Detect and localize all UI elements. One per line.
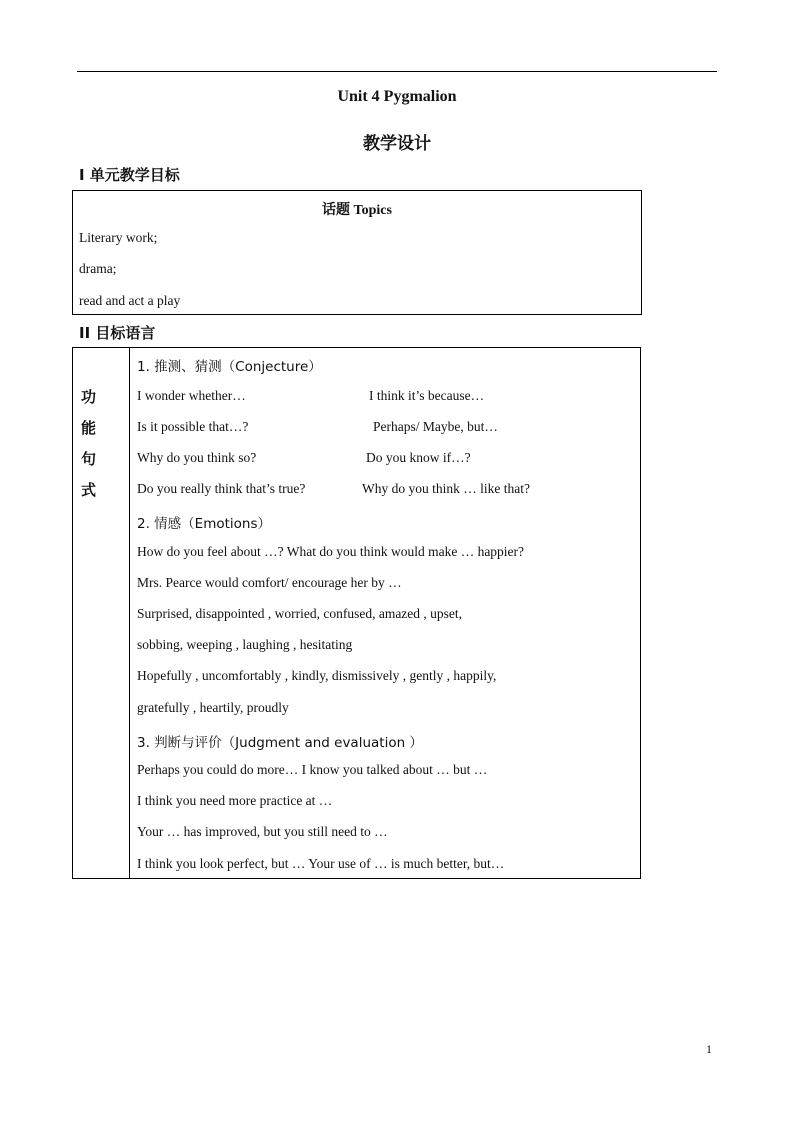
emotions-line: Surprised, disappointed , worried, confused, amazed , upset, — [137, 606, 463, 621]
page-number: 1 — [706, 1042, 712, 1056]
conjecture-phrase: Do you really think that’s true? — [137, 481, 306, 496]
side-label-char: 能 — [81, 419, 97, 437]
functions-table — [72, 347, 641, 879]
judgment-line: Your … has improved, but you still need to … — [137, 824, 388, 839]
side-label-char: 句 — [81, 450, 97, 468]
emotions-heading: 2. 情感（Emotions） — [137, 516, 272, 532]
section-heading-target-language: II 目标语言 — [79, 324, 156, 342]
topic-item: read and act a play — [79, 293, 181, 308]
judgment-line: I think you look perfect, but … Your use of … is much better, but… — [137, 856, 505, 871]
judgment-line: Perhaps you could do more… I know you talked about … but … — [137, 762, 488, 777]
emotions-line: Hopefully , uncomfortably , kindly, dismissively , gently , happily, — [137, 668, 497, 683]
header-rule — [77, 71, 717, 72]
topics-table — [72, 190, 642, 315]
topic-item: drama; — [79, 261, 117, 276]
emotions-line: sobbing, weeping , laughing , hesitating — [137, 637, 353, 652]
side-label-char: 功 — [81, 388, 97, 406]
topics-label-zh: 话题 — [322, 202, 351, 218]
column-divider — [129, 348, 130, 878]
emotions-line: How do you feel about …? What do you think would make … happier? — [137, 544, 525, 559]
conjecture-phrase: Is it possible that…? — [137, 419, 249, 434]
conjecture-phrase: I think it’s because… — [369, 388, 485, 403]
emotions-line: gratefully , heartily, proudly — [137, 700, 289, 715]
conjecture-phrase: Why do you think … like that? — [362, 481, 530, 496]
side-label-char: 式 — [81, 481, 97, 499]
topics-header — [73, 199, 641, 219]
topic-item: Literary work; — [79, 230, 158, 245]
conjecture-heading: 1. 推测、猜测（Conjecture） — [137, 359, 322, 375]
conjecture-phrase: Do you know if…? — [366, 450, 471, 465]
judgment-line: I think you need more practice at … — [137, 793, 333, 808]
conjecture-phrase: I wonder whether… — [137, 388, 246, 403]
document-title: Unit 4 Pygmalion — [337, 88, 457, 105]
topics-label-en: Topics — [353, 203, 392, 218]
section-heading-objectives: I 单元教学目标 — [79, 166, 180, 184]
conjecture-phrase: Why do you think so? — [137, 450, 257, 465]
conjecture-phrase: Perhaps/ Maybe, but… — [373, 419, 498, 434]
document-subtitle: 教学设计 — [363, 134, 431, 154]
emotions-line: Mrs. Pearce would comfort/ encourage her by … — [137, 575, 402, 590]
judgment-heading: 3. 判断与评价（Judgment and evaluation ） — [137, 735, 423, 751]
